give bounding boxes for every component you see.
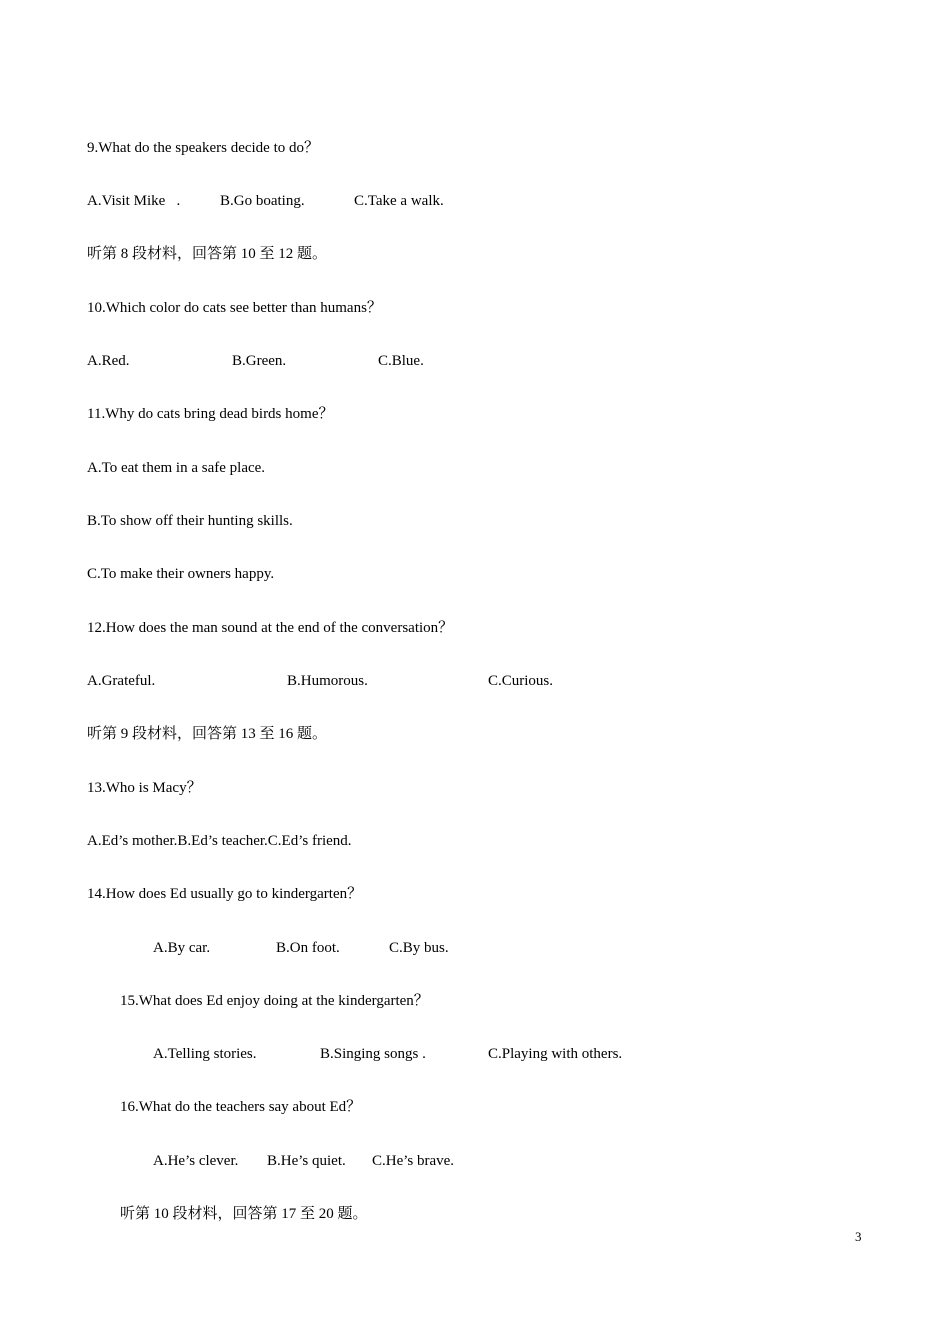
q15-option-b: B.Singing songs . <box>320 1046 426 1062</box>
q10-option-c: C.Blue. <box>378 353 424 369</box>
page-number: 3 <box>855 1229 862 1244</box>
question-13: 13.Who is Macy？ <box>87 780 202 796</box>
q12-option-c: C.Curious. <box>488 673 554 689</box>
question-10: 10.Which color do cats see better than humans？ <box>87 300 382 316</box>
question-14: 14.How does Ed usually go to kindergarten？ <box>87 886 363 902</box>
q12-option-a: A.Grateful. <box>87 673 156 689</box>
q15-option-c: C.Playing with others. <box>488 1046 623 1062</box>
question-9: 9.What do the speakers decide to do？ <box>87 140 320 156</box>
question-15: 15.What does Ed enjoy doing at the kindergarten？ <box>120 993 429 1009</box>
q16-option-b: B.He’s quiet. <box>267 1153 346 1169</box>
section-8-instruction: 听第 8 段材料，回答第 10 至 12 题。 <box>87 246 328 262</box>
q15-option-a: A.Telling stories. <box>153 1046 257 1062</box>
q11-option-a: A.To eat them in a safe place. <box>87 460 266 476</box>
q10-option-a: A.Red. <box>87 353 130 369</box>
question-11: 11.Why do cats bring dead birds home？ <box>87 406 334 422</box>
q9-option-a: A.Visit Mike . <box>87 193 181 209</box>
section-9-instruction: 听第 9 段材料，回答第 13 至 16 题。 <box>87 726 328 742</box>
q14-option-c: C.By bus. <box>389 940 449 956</box>
q9-option-b: B.Go boating. <box>220 193 305 209</box>
q13-options: A.Ed’s mother.B.Ed’s teacher.C.Ed’s friend. <box>87 833 352 849</box>
q11-option-c: C.To make their owners happy. <box>87 566 275 582</box>
question-16: 16.What do the teachers say about Ed？ <box>120 1099 362 1115</box>
q11-option-b: B.To show off their hunting skills. <box>87 513 293 529</box>
question-12: 12.How does the man sound at the end of the conversation？ <box>87 620 454 636</box>
q14-option-a: A.By car. <box>153 940 211 956</box>
q16-option-a: A.He’s clever. <box>153 1153 239 1169</box>
q12-option-b: B.Humorous. <box>287 673 368 689</box>
q10-option-b: B.Green. <box>232 353 287 369</box>
section-10-instruction: 听第 10 段材料，回答第 17 至 20 题。 <box>120 1206 368 1222</box>
q9-option-c: C.Take a walk. <box>354 193 444 209</box>
q16-option-c: C.He’s brave. <box>372 1153 455 1169</box>
q14-option-b: B.On foot. <box>276 940 340 956</box>
